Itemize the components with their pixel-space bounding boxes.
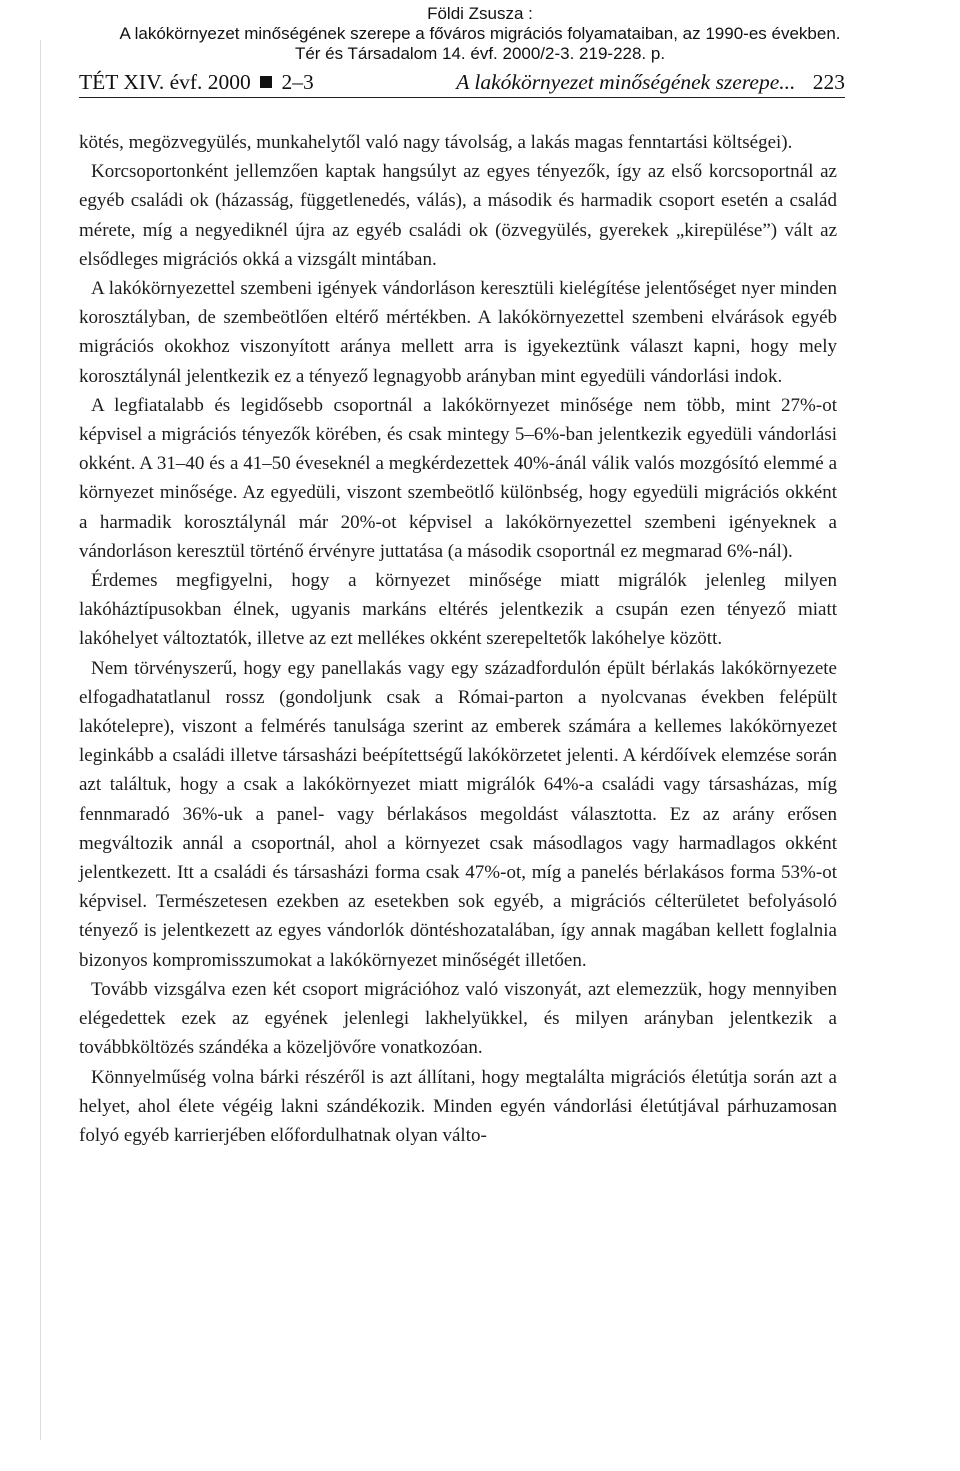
issue-label: 2–3 (281, 70, 314, 94)
scan-edge-line (40, 40, 41, 1440)
body-text (79, 128, 837, 1150)
page-number: 223 (812, 70, 845, 94)
running-head (79, 70, 845, 98)
running-head-right (456, 70, 845, 95)
paragraph: Könnyelműség volna bárki részéről is azt állítani, hogy megtalálta migrációs életútja során azt a helyet, ahol élete végéig lakni szándékozik. Minden egyén vándorlási életútjával párhuzamosan folyó egyéb karrierjében előfordulhatnak olyan válto- (79, 1066, 837, 1146)
citation-title: A lakókörnyezet minőségének szerepe a főváros migrációs folyamataiban, az 1990-es években. (119, 24, 841, 43)
paragraph: kötés, megözvegyülés, munkahelytől való nagy távolság, a lakás magas fenntartási költségei). (79, 132, 793, 153)
journal-label: TÉT XIV. évf. 2000 (79, 70, 251, 94)
square-bullet-icon (260, 76, 272, 88)
paragraph: Nem törvényszerű, hogy egy panellakás vagy egy századfordulón épült bérlakás lakókörnyezete elfogadhatatlanul rossz (gondoljunk csak a Római-parton a nyolcvanas években felépült lakótelepre), viszont a felmérés tanulsága szerint az emberek számára a kellemes lakókörnyezet leginkább a családi illetve társasházi beépítettségű lakókörzetet jelenti. A kérdőívek elemzése során azt találtuk, hogy a csak a lakókörnyezet miatt migrálók 64%-a családi vagy társasházas, míg fennmaradó 36%-uk a panel- vagy bérlakásos megoldást választotta. Ez az arány erősen megváltozik annál a csoportnál, ahol a környezet csak másodlagos vagy harmadlagos okként jelentkezett. Itt a családi és társasházi forma csak 47%-ot, míg a panelés bérlakásos forma 53%-ot képvisel. Természetesen ezekben az esetekben sok egyéb, a migrációs célterületet befolyásoló tényező is jelentkezett az egyes vándorlók döntéshozatalában, így annak magában kellett foglalnia bizonyos kompromisszumokat a lakókörnyezet minőségét illetően. (79, 657, 837, 971)
header-rule (79, 97, 845, 98)
citation-source: Tér és Társadalom 14. évf. 2000/2-3. 219-228. p. (294, 44, 666, 63)
short-title: A lakókörnyezet minőségének szerepe... (456, 70, 796, 94)
paragraph: Érdemes megfigyelni, hogy a környezet minősége miatt migrálók jelenleg milyen lakóháztípusokban élnek, ugyanis markáns eltérés jelentkezik a csupán ezen tényező miatt lakóhelyet változtatók, illetve az ezt mellékes okként szerepeltetők lakóhelye között. (79, 570, 837, 650)
citation-header (0, 4, 960, 64)
running-head-left (79, 70, 314, 95)
citation-author: Földi Zsusza : (427, 4, 533, 23)
paragraph: A lakókörnyezettel szembeni igények vándorláson keresztüli kielégítése jelentőséget nyer minden korosztályban, de szembeötlően eltérő mértékben. A lakókörnyezettel szembeni elvárások egyéb migrációs okokhoz viszonyított aránya mellett arra is igyekeztünk választ kapni, hogy mely korosztálynál jelentkezik ez a tényező legnagyobb arányban mint egyedüli vándorlási indok. (79, 278, 837, 387)
paragraph: Korcsoportonként jellemzően kaptak hangsúlyt az egyes tényezők, így az első korcsoportnál az egyéb családi ok (házasság, függetlenedés, válás), a második és harmadik csoport esetén a család mérete, míg a negyediknél újra az egyéb családi ok (özvegyülés, gyerekek „kirepülése”) vált az elsődleges migrációs okká a vizsgált mintában. (79, 161, 837, 270)
paragraph: A legfiatalabb és legidősebb csoportnál a lakókörnyezet minősége nem több, mint 27%-ot képvisel a migrációs tényezők körében, és csak mintegy 5–6%-ban jelentkezik egyedüli vándorlási okként. A 31–40 és a 41–50 éveseknél a megkérdezettek 40%-ánál válik valós mozgósító elemmé a környezet minősége. Az egyedüli, viszont szembeötlő különbség, hogy egyedüli migrációs okként a harmadik korosztálynál már 20%-ot képvisel a lakókörnyezettel szembeni igényeknek a vándorláson keresztül történő érvényre juttatása (a második csoportnál ez megmarad 6%-nál). (79, 394, 837, 562)
paragraph: Tovább vizsgálva ezen két csoport migrációhoz való viszonyát, azt elemezzük, hogy mennyiben elégedettek ezek az egyének jelenlegi lakhelyükkel, és milyen arányban jelentkezik a továbbköltözés szándéka a közeljövőre vonatkozóan. (79, 978, 837, 1059)
